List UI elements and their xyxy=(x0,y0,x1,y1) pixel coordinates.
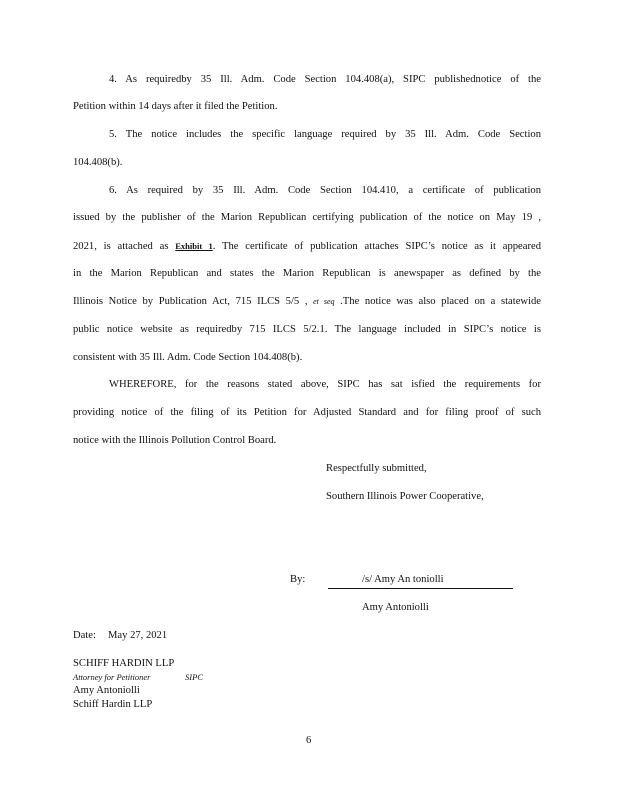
attorney-role: Attorney for Petitioner xyxy=(73,672,151,682)
signer-name: Amy Antoniolli xyxy=(362,602,429,613)
date-value: May 27, 2021 xyxy=(108,630,168,641)
respectfully-submitted: Respectfully submitted, xyxy=(326,463,427,474)
para6-line2: issued by the publisher of the Marion Republican certifying publication of the notice on May 19 , xyxy=(73,212,541,223)
para5-line2: 104.408(b). xyxy=(73,157,123,168)
para5-line1: 5. The notice includes the specific language required by 35 Ill. Adm. Code Section xyxy=(109,129,541,140)
electronic-signature: /s/ Amy An toniolli xyxy=(362,574,444,585)
para4-line2: Petition within 14 days after it filed the Petition. xyxy=(73,101,278,112)
para6-line3-text-b: . The certificate of publication attaches SIPC’s notice as it appeared xyxy=(212,241,541,252)
page-number: 6 xyxy=(306,735,312,746)
para6-line4: in the Marion Republican and states the Marion Republican is anewspaper as defined by the xyxy=(73,268,541,279)
para4-line1: 4. As requiredby 35 Ill. Adm. Code Section 104.408(a), SIPC publishednotice of the xyxy=(109,74,541,85)
et-seq: et seq xyxy=(313,297,335,306)
wherefore-line2: providing notice of the filing of its Petition for Adjusted Standard and for filing proof of such xyxy=(73,407,541,418)
attorney-name: Amy Antoniolli xyxy=(73,685,140,696)
para6-line7: consistent with 35 Ill. Adm. Code Section 104.408(b). xyxy=(73,352,303,363)
para6-line3-text-a: 2021, is attached as xyxy=(73,241,176,252)
wherefore-line1: WHEREFORE, for the reasons stated above, SIPC has sat isfied the requirements for xyxy=(109,379,541,390)
para6-line5-text-b: .The notice was also placed on a statewide xyxy=(334,296,541,307)
para6-line5 xyxy=(73,295,541,309)
exhibit-reference: Exhibit 1 xyxy=(175,241,213,251)
organization-name: Southern Illinois Power Cooperative, xyxy=(326,491,484,502)
para6-line5-text-a: Illinois Notice by Publication Act, 715 ILCS 5/5 , xyxy=(73,296,314,307)
by-label: By: xyxy=(290,574,306,585)
signature-line xyxy=(328,588,513,589)
date-label: Date: xyxy=(73,630,96,641)
law-firm-name: SCHIFF HARDIN LLP xyxy=(73,658,175,669)
wherefore-line3: notice with the Illinois Pollution Control Board. xyxy=(73,435,277,446)
law-firm-name-2: Schiff Hardin LLP xyxy=(73,699,153,710)
para6-line3 xyxy=(73,239,541,253)
para6-line6: public notice website as requiredby 715 ILCS 5/2.1. The language included in SIPC’s notice is xyxy=(73,324,541,335)
para6-line1: 6. As required by 35 Ill. Adm. Code Section 104.410, a certificate of publication xyxy=(109,185,541,196)
client-abbrev: SIPC xyxy=(185,672,203,682)
